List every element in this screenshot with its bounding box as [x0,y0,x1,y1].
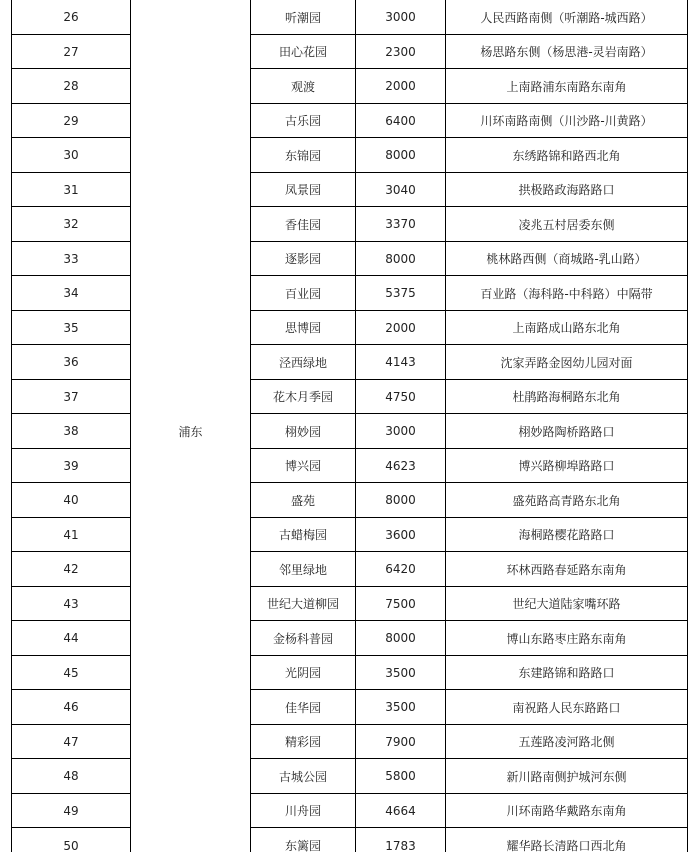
table-row [12,311,688,345]
park-name-cell: 逐影园 [251,242,356,276]
area-cell: 4143 [356,345,446,380]
park-name-cell: 古蜡梅园 [251,518,356,552]
table-row [12,414,688,449]
park-name-cell: 东锦园 [251,138,356,173]
row-number-cell: 40 [12,483,131,518]
park-name-cell: 东篱园 [251,828,356,852]
table-row [12,725,688,759]
row-number-cell: 33 [12,242,131,276]
row-number-cell: 30 [12,138,131,173]
row-number-cell: 31 [12,173,131,207]
park-name-cell: 盛苑 [251,483,356,518]
row-number-cell: 47 [12,725,131,759]
park-name-cell: 香佳园 [251,207,356,242]
area-cell: 8000 [356,138,446,173]
park-name-cell: 听潮园 [251,0,356,35]
area-cell: 4623 [356,449,446,483]
park-name-cell: 泾西绿地 [251,345,356,380]
row-number-cell: 48 [12,759,131,794]
location-cell: 新川路南侧护城河东侧 [446,759,688,794]
row-number-cell: 49 [12,794,131,828]
table-row [12,690,688,725]
park-name-cell: 花木月季园 [251,380,356,414]
table-row [12,828,688,852]
park-name-cell: 邻里绿地 [251,552,356,587]
area-cell: 6420 [356,552,446,587]
table-row [12,138,688,173]
location-cell: 世纪大道陆家嘴环路 [446,587,688,621]
table-row [12,345,688,380]
location-cell: 杜鹃路海桐路东北角 [446,380,688,414]
location-cell: 耀华路长清路口西北角 [446,828,688,852]
table-row [12,35,688,69]
location-cell: 川环南路华戴路东南角 [446,794,688,828]
table-row [12,104,688,138]
row-number-cell: 39 [12,449,131,483]
row-number-cell: 44 [12,621,131,656]
table-row [12,449,688,483]
location-cell: 博山东路枣庄路东南角 [446,621,688,656]
row-number-cell: 43 [12,587,131,621]
area-cell: 8000 [356,621,446,656]
area-cell: 2000 [356,69,446,104]
location-cell: 拱极路政海路路口 [446,173,688,207]
row-number-cell: 41 [12,518,131,552]
row-number-cell: 29 [12,104,131,138]
park-name-cell: 博兴园 [251,449,356,483]
row-number-cell: 46 [12,690,131,725]
area-cell: 3600 [356,518,446,552]
location-cell: 东建路锦和路路口 [446,656,688,690]
area-cell: 4750 [356,380,446,414]
location-cell: 凌兆五村居委东侧 [446,207,688,242]
area-cell: 1783 [356,828,446,852]
parks-table [11,0,688,852]
location-cell: 海桐路樱花路路口 [446,518,688,552]
park-name-cell: 观渡 [251,69,356,104]
table-row [12,794,688,828]
park-name-cell: 凤景园 [251,173,356,207]
table-row [12,380,688,414]
park-name-cell: 川舟园 [251,794,356,828]
district-cell: 浦东 [131,0,251,852]
park-name-cell: 古城公园 [251,759,356,794]
table-row [12,0,688,35]
park-name-cell: 精彩园 [251,725,356,759]
area-cell: 5375 [356,276,446,311]
area-cell: 8000 [356,242,446,276]
location-cell: 沈家弄路金囡幼儿园对面 [446,345,688,380]
area-cell: 5800 [356,759,446,794]
row-number-cell: 36 [12,345,131,380]
row-number-cell: 32 [12,207,131,242]
row-number-cell: 35 [12,311,131,345]
row-number-cell: 27 [12,35,131,69]
location-cell: 上南路成山路东北角 [446,311,688,345]
table-row [12,518,688,552]
table-row [12,552,688,587]
area-cell: 3500 [356,656,446,690]
area-cell: 6400 [356,104,446,138]
location-cell: 东绣路锦和路西北角 [446,138,688,173]
row-number-cell: 50 [12,828,131,852]
location-cell: 杨思路东侧（杨思港-灵岩南路） [446,35,688,69]
area-cell: 3000 [356,0,446,35]
location-cell: 桃林路西侧（商城路-乳山路） [446,242,688,276]
area-cell: 3040 [356,173,446,207]
table-row [12,276,688,311]
park-name-cell: 金杨科普园 [251,621,356,656]
area-cell: 2000 [356,311,446,345]
table-row [12,587,688,621]
location-cell: 百业路（海科路-中科路）中隔带 [446,276,688,311]
parks-table-body [12,0,688,852]
table-row [12,173,688,207]
location-cell: 博兴路柳埠路路口 [446,449,688,483]
location-cell: 川环南路南侧（川沙路-川黄路） [446,104,688,138]
location-cell: 人民西路南侧（听潮路-城西路） [446,0,688,35]
park-name-cell: 佳华园 [251,690,356,725]
table-row [12,759,688,794]
location-cell: 五莲路凌河路北侧 [446,725,688,759]
area-cell: 2300 [356,35,446,69]
park-name-cell: 百业园 [251,276,356,311]
location-cell: 盛苑路高青路东北角 [446,483,688,518]
row-number-cell: 45 [12,656,131,690]
park-name-cell: 栩妙园 [251,414,356,449]
area-cell: 4664 [356,794,446,828]
area-cell: 3000 [356,414,446,449]
row-number-cell: 28 [12,69,131,104]
row-number-cell: 26 [12,0,131,35]
table-row [12,483,688,518]
park-name-cell: 世纪大道柳园 [251,587,356,621]
row-number-cell: 37 [12,380,131,414]
location-cell: 环林西路春延路东南角 [446,552,688,587]
table-row [12,242,688,276]
row-number-cell: 38 [12,414,131,449]
park-name-cell: 田心花园 [251,35,356,69]
location-cell: 上南路浦东南路东南角 [446,69,688,104]
area-cell: 7500 [356,587,446,621]
table-row [12,207,688,242]
park-name-cell: 古乐园 [251,104,356,138]
area-cell: 8000 [356,483,446,518]
location-cell: 栩妙路陶桥路路口 [446,414,688,449]
area-cell: 3370 [356,207,446,242]
area-cell: 7900 [356,725,446,759]
row-number-cell: 42 [12,552,131,587]
location-cell: 南祝路人民东路路口 [446,690,688,725]
table-row [12,656,688,690]
area-cell: 3500 [356,690,446,725]
park-name-cell: 思博园 [251,311,356,345]
park-name-cell: 光阴园 [251,656,356,690]
table-row [12,69,688,104]
row-number-cell: 34 [12,276,131,311]
table-row [12,621,688,656]
